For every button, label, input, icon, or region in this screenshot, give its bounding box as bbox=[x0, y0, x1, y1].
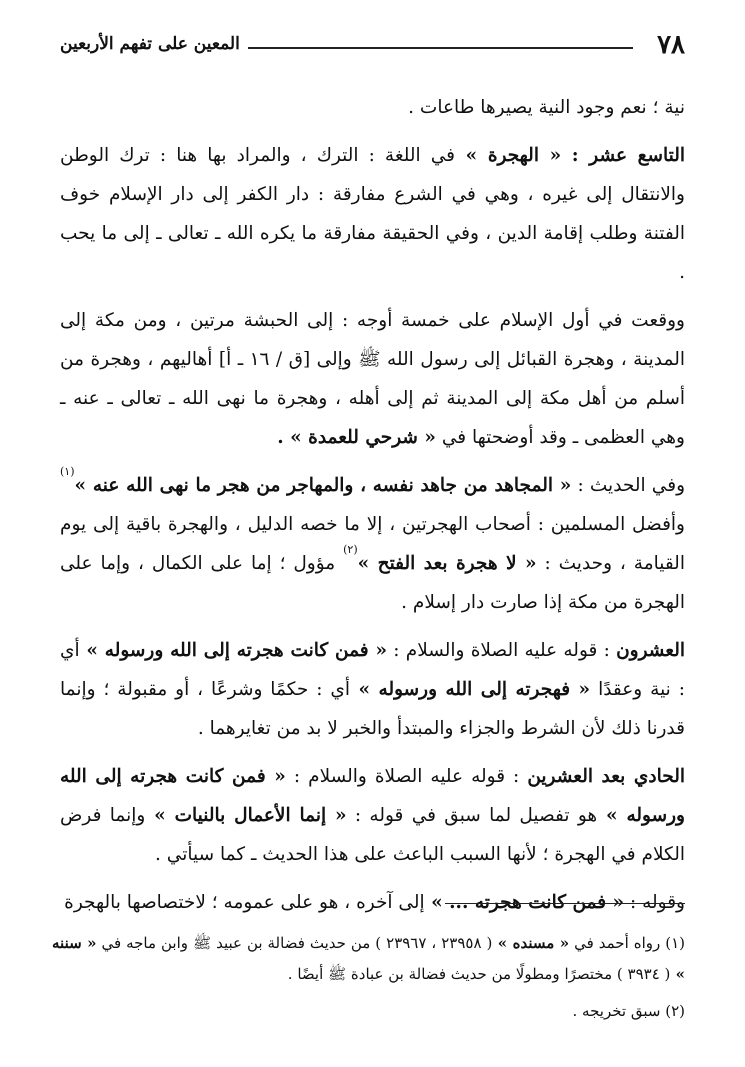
footnote-2-text: (٢) سبق تخريجه . bbox=[572, 1002, 685, 1020]
footnote-1-book-musnad: مسنده bbox=[512, 934, 555, 952]
footnote-1-text-c: ( ٣٩٣٤ ) مختصرًا ومطولًا من حديث فضالة بن عبادة ﷺ أيضًا . bbox=[287, 965, 671, 983]
hadith-intro: وفي الحديث : bbox=[577, 475, 686, 496]
quote-hijrah-allah-2: فمن كانت هجرته إلى الله ورسوله bbox=[60, 766, 685, 826]
hadith-text-2: مؤول ؛ إما على الكمال ، وإما على الهجرة من مكة إذا صارت دار إسلام . bbox=[60, 553, 685, 613]
paragraph-closing: وقوله : « فمن كانت هجرته ... » إلى آخره ، هو على عمومه ؛ لاختصاصها بالهجرة bbox=[64, 892, 685, 913]
header-rule bbox=[248, 47, 633, 49]
paragraph-intro bbox=[60, 88, 685, 127]
page-header bbox=[60, 30, 685, 64]
closing-text: إلى آخره ، هو على عمومه ؛ لاختصاصها بالهجرة bbox=[64, 892, 425, 913]
footnote-2 bbox=[52, 996, 685, 1027]
footnotes bbox=[52, 928, 685, 1033]
quote-faman-kanat: فمن كانت هجرته ... bbox=[449, 892, 607, 913]
paragraph-21-text: وإنما فرض الكلام في الهجرة ؛ لأنها السبب الباعث على هذا الحديث ـ كما سيأتي . bbox=[60, 805, 685, 865]
quote-fahijratuhu: فهجرته إلى الله ورسوله bbox=[378, 679, 571, 700]
body-text bbox=[60, 88, 685, 931]
section-label-21: الحادي بعد العشرين bbox=[527, 766, 685, 787]
paragraph-20: العشرون : قوله عليه الصلاة والسلام : « فمن كانت هجرته إلى الله ورسوله » أي : نية وعقدًا « فهجرته إلى الله ورسوله » أي : حكمًا وشرعًا ، أو مقبولة ؛ وإنما قدرنا ذلك لأن الشرط والجزاء والمبتدأ والخبر لا بد من تغايرهما . bbox=[60, 640, 686, 739]
footnote-1-text-a: (١) رواه أحمد في bbox=[574, 934, 685, 952]
paragraph-21: الحادي بعد العشرين : قوله عليه الصلاة والسلام : « فمن كانت هجرته إلى الله ورسوله » هو تفصيل لما سبق في قوله : « إنما الأعمال بالنيات » وإنما فرض الكلام في الهجرة ؛ لأنها السبب الباعث على هذا الحديث ـ كما سيأتي . bbox=[60, 766, 685, 865]
quote-hijrah-allah: فمن كانت هجرته إلى الله ورسوله bbox=[104, 640, 369, 661]
footnote-1-text-b: ( ٢٣٩٥٨ ، ٢٣٩٦٧ ) من حديث فضالة بن عبيد ﷺ وابن ماجه في bbox=[101, 934, 493, 952]
book-reference: شرحي للعمدة bbox=[308, 427, 418, 448]
term-hijra: الهجرة bbox=[487, 145, 539, 166]
hadith-quote-fath: لا هجرة بعد الفتح bbox=[377, 553, 517, 574]
quote-innama-alamal: إنما الأعمال بالنيات bbox=[174, 805, 327, 826]
paragraph-19-text: في اللغة : الترك ، والمراد بها هنا : ترك الوطن والانتقال إلى غيره ، وهي في الشرع مفارقة : دار الكفر إلى دار الإسلام خوف الفتنة وطلب إقامة الدين ، وفي الحقيقة مفارقة ما يكره الله ـ تعالى ـ إلى ما يحب . bbox=[60, 145, 685, 283]
running-title: المعين على تفهم الأربعين bbox=[60, 34, 240, 54]
intro-text: نية ؛ نعم وجود النية يصيرها طاعات . bbox=[408, 97, 685, 118]
paragraph-hadith: وفي الحديث : « المجاهد من جاهد نفسه ، والمهاجر من هجر ما نهى الله عنه »$^{(١)}$ وأفضل المسلمين : أصحاب الهجرتين ، إلا ما خصه الدليل ، والهجرة باقية إلى يوم القيامة ، وحديث : « لا هجرة بعد الفتح »$^{(٢)}$ مؤول ؛ إما على الكمال ، وإما على الهجرة من مكة إذا صارت دار إسلام . bbox=[60, 465, 686, 613]
page-number: ٧٨ bbox=[657, 30, 685, 60]
paragraph-20-mid: أي : نية وعقدًا bbox=[60, 640, 685, 700]
footnote-rule bbox=[445, 903, 685, 904]
hadith-text: وأفضل المسلمين : أصحاب الهجرتين ، إلا ما خصه الدليل ، والهجرة باقية إلى يوم القيامة ، وحديث : bbox=[60, 514, 685, 574]
paragraph-19: التاسع عشر : « الهجرة » في اللغة : الترك ، والمراد بها هنا : ترك الوطن والانتقال إلى غيره ، وهي في الشرع مفارقة : دار الكفر إلى دار الإسلام خوف الفتنة وطلب إقامة الدين ، وفي الحقيقة مفارقة ما يكره الله ـ تعالى ـ إلى ما يحب . bbox=[60, 145, 685, 283]
footnote-1: (١) رواه أحمد في « مسنده » ( ٢٣٩٥٨ ، ٢٣٩٦٧ ) من حديث فضالة بن عبيد ﷺ وابن ماجه في « سننه » ( ٣٩٣٤ ) مختصرًا ومطولًا من حديث فضالة بن عبادة ﷺ أيضًا . bbox=[52, 934, 685, 983]
paragraph-20-intro: : قوله عليه الصلاة والسلام : bbox=[393, 640, 610, 661]
hijra-types-text: ووقعت في أول الإسلام على خمسة أوجه : إلى الحبشة مرتين ، ومن مكة إلى المدينة ، وهجرة القبائل إلى رسول الله ﷺ وإلى [ق / ١٦ ـ أ] أهاليهم ، وهجرة من أسلم من أهل مكة إلى المدينة ثم إلى أهله ، وهجرة ما نهى الله ـ تعالى ـ عنه ـ وهي العظمى ـ وقد أوضحتها في bbox=[60, 310, 685, 448]
hadith-quote-mujahid: المجاهد من جاهد نفسه ، والمهاجر من هجر ما نهى الله عنه bbox=[92, 475, 553, 496]
footnote-marker-2: (٢) bbox=[343, 543, 358, 556]
footnote-1-book-sunan: سننه bbox=[52, 934, 82, 952]
paragraph-21-intro: : قوله عليه الصلاة والسلام : bbox=[293, 766, 520, 787]
section-label-19: التاسع عشر bbox=[589, 145, 685, 166]
footnote-marker-1: (١) bbox=[60, 465, 75, 478]
paragraph-hijra-types: ووقعت في أول الإسلام على خمسة أوجه : إلى الحبشة مرتين ، ومن مكة إلى المدينة ، وهجرة القبائل إلى رسول الله ﷺ وإلى [ق / ١٦ ـ أ] أهاليهم ، وهجرة من أسلم من أهل مكة إلى المدينة ثم إلى أهله ، وهجرة ما نهى الله ـ تعالى ـ عنه ـ وهي العظمى ـ وقد أوضحتها في « شرحي للعمدة » . bbox=[60, 310, 685, 448]
section-label-20: العشرون bbox=[616, 640, 686, 661]
paragraph-21-mid: هو تفصيل لما سبق في قوله : bbox=[354, 805, 598, 826]
paragraph-20-text: أي : حكمًا وشرعًا ، أو مقبولة ؛ وإنما قدرنا ذلك لأن الشرط والجزاء والمبتدأ والخبر لا بد من تغايرهما . bbox=[60, 679, 685, 739]
closing-intro: وقوله : bbox=[629, 892, 685, 913]
